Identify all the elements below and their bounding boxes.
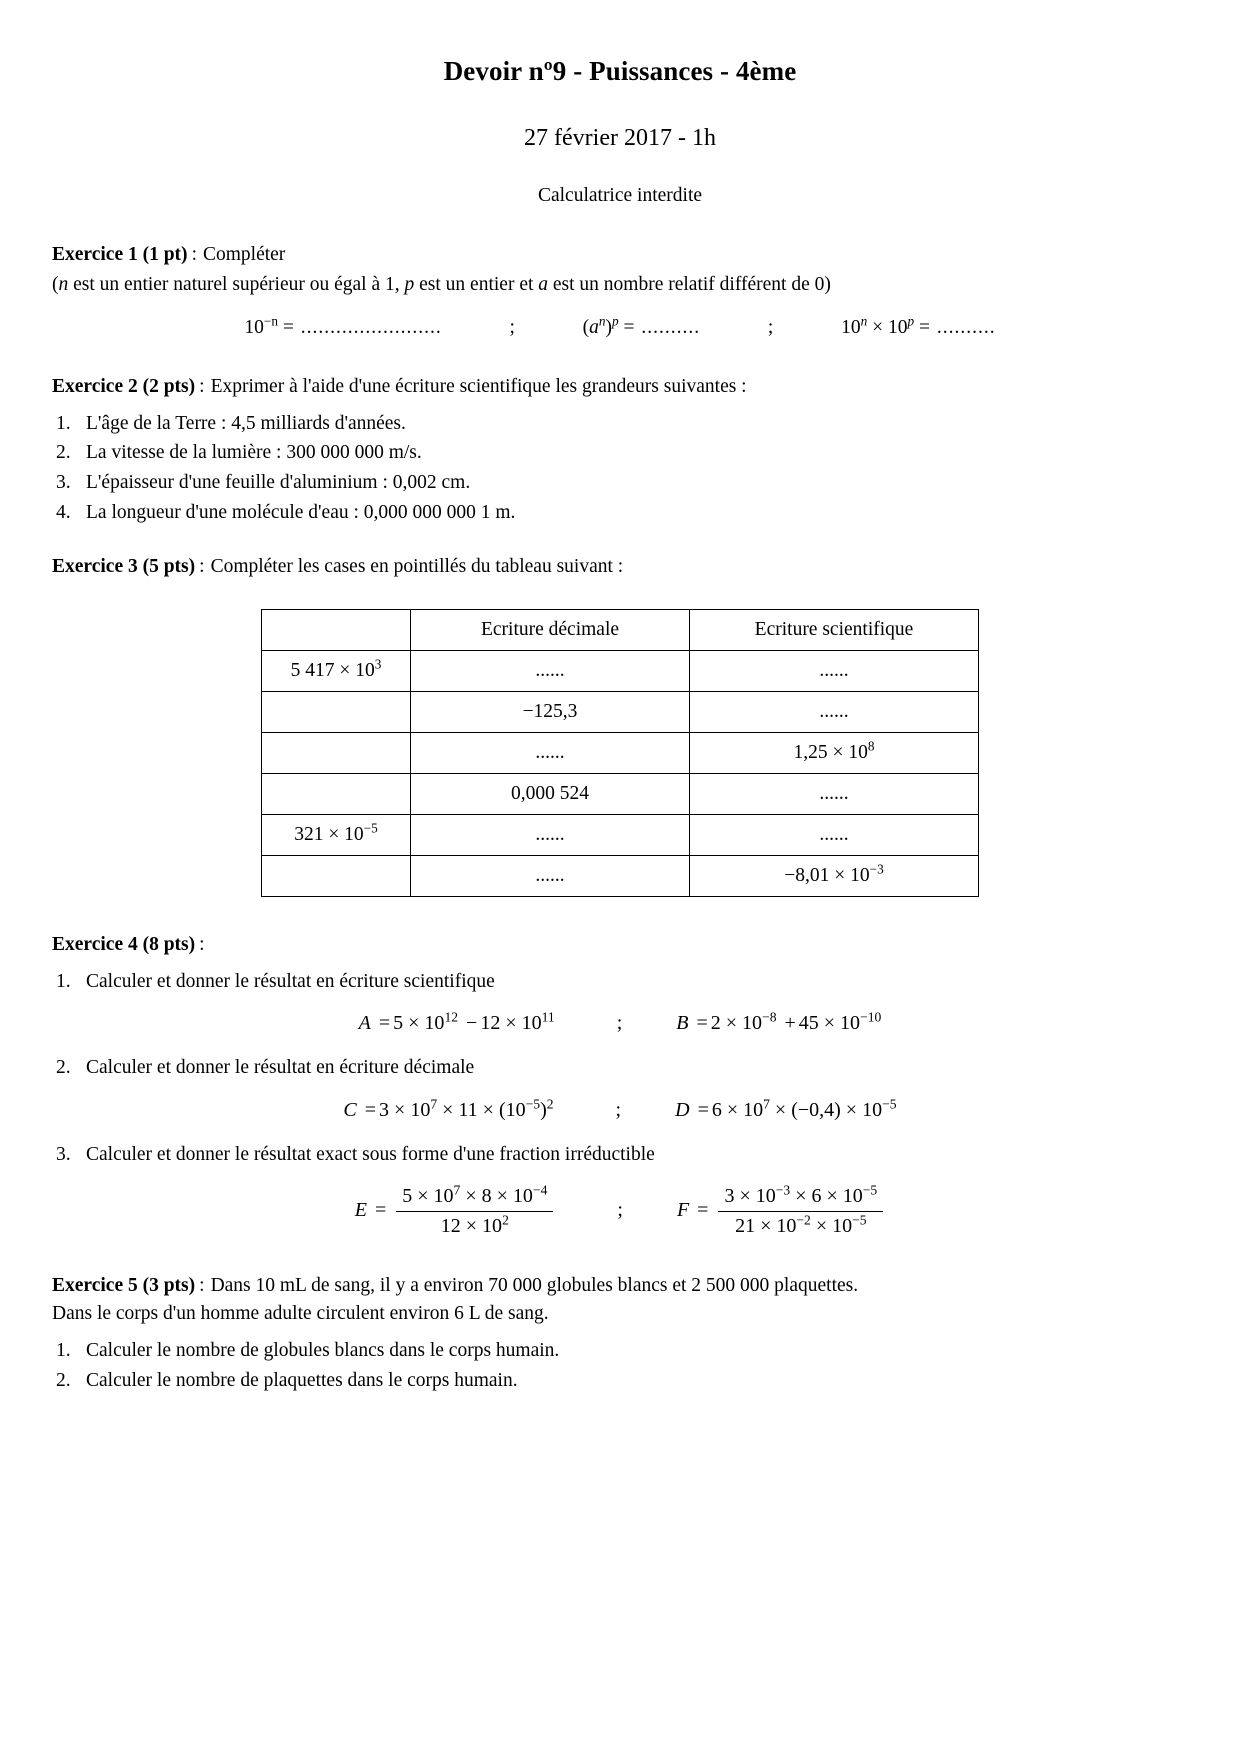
- item-number: 3.: [56, 471, 71, 493]
- term-A-2: 12 × 10: [480, 1012, 542, 1035]
- list-item: [52, 1140, 1188, 1170]
- exercise-1: [52, 241, 1188, 339]
- numerator-exp-2: −4: [532, 1182, 548, 1198]
- fraction-E: [396, 1182, 553, 1238]
- item-text: Calculer le nombre de plaquettes dans le corps humain.: [86, 1369, 518, 1391]
- label-C: C: [343, 1098, 357, 1121]
- cell-expression: [262, 814, 411, 855]
- term-D-1: 6 × 10: [711, 1098, 764, 1121]
- cell-text: ......: [819, 782, 849, 804]
- cell-decimal: [411, 732, 690, 773]
- exercise-1-heading: [52, 241, 1188, 269]
- formula-A-B: [52, 1009, 1188, 1035]
- cell-expression: [262, 732, 411, 773]
- item-text: Calculer et donner le résultat exact sous forme d'une fraction irréductible: [86, 1143, 655, 1165]
- item-text: Calculer le nombre de globules blancs dans le corps humain.: [86, 1340, 560, 1362]
- label-A: A: [358, 1012, 371, 1035]
- cell-scientific: [690, 650, 979, 691]
- spacer: [52, 527, 1188, 553]
- cell-expression: [262, 650, 411, 691]
- formula-10-minus-n: [244, 313, 442, 338]
- term-C-2: × 11 × (10: [442, 1098, 526, 1121]
- operator-A: −: [466, 1012, 478, 1035]
- exercise-3-colon: :: [199, 556, 205, 578]
- spacer: [52, 1122, 1188, 1132]
- list-item: [52, 1366, 1188, 1396]
- cell-exponent: 3: [374, 656, 382, 672]
- item-text: Calculer et donner le résultat en écriture scientifique: [86, 970, 495, 992]
- powers-table: [261, 609, 979, 897]
- cell-text: −8,01 × 10: [784, 864, 870, 886]
- equals-sign: =: [364, 1098, 377, 1121]
- paren-close: ): [605, 316, 613, 338]
- label-E: E: [354, 1199, 367, 1222]
- item-text: L'épaisseur d'une feuille d'aluminium : 0,002 cm.: [86, 471, 471, 493]
- label-F: F: [676, 1199, 690, 1222]
- fraction-numerator: [396, 1182, 553, 1212]
- formula-C-D: [52, 1096, 1188, 1122]
- equals-sign: =: [374, 1199, 387, 1222]
- exercise-3: [52, 553, 1188, 897]
- equals-sign: =: [696, 1012, 708, 1035]
- exercise-1-formulas: [52, 313, 1188, 339]
- equals-sign: =: [378, 1012, 391, 1035]
- exponent-p: p: [907, 313, 915, 329]
- blank-answer-1: = ........................: [282, 316, 442, 338]
- exercise-4-list-3: [52, 1140, 1188, 1170]
- exponent-B-2: −10: [860, 1009, 882, 1025]
- semicolon-1: ;: [509, 316, 515, 338]
- numerator-term-1: 3 × 10: [724, 1185, 776, 1208]
- exercise-1-condition: [52, 271, 1188, 299]
- item-number: 2.: [56, 442, 71, 464]
- table-head: [262, 609, 979, 650]
- cell-exponent: 8: [867, 738, 875, 754]
- cell-scientific: [690, 855, 979, 896]
- label-D: D: [675, 1098, 690, 1121]
- exponent-n: n: [860, 313, 868, 329]
- col-header-blank: [262, 609, 411, 650]
- fraction-denominator: [396, 1212, 553, 1238]
- term-B-1: 2 × 10: [710, 1012, 763, 1035]
- term-C-3: ): [540, 1098, 547, 1121]
- spacer: [52, 339, 1188, 373]
- cond-text-3: est un nombre relatif différent de 0): [548, 273, 831, 295]
- list-item: [52, 468, 1188, 498]
- exercise-4-list: [52, 967, 1188, 997]
- exercise-5-heading: [52, 1272, 1188, 1300]
- exercise-2-title: Exercice 2 (2 pts): [52, 375, 196, 397]
- exercise-2-colon: :: [199, 375, 205, 397]
- exponent-minus-n: −n: [263, 313, 278, 329]
- numerator-exp-2: −5: [862, 1182, 878, 1198]
- cell-text: −125,3: [522, 700, 578, 722]
- col-header-decimal: Ecriture décimale: [411, 609, 690, 650]
- list-item: [52, 967, 1188, 997]
- cond-text-2: est un entier et: [414, 273, 539, 295]
- cell-scientific: [690, 773, 979, 814]
- numerator-term-2: × 8 × 10: [460, 1185, 533, 1208]
- exponent-A-2: 11: [541, 1009, 555, 1025]
- denominator-term-2: × 10: [810, 1215, 853, 1238]
- cell-expression: [262, 691, 411, 732]
- exercise-4-colon: :: [199, 933, 205, 955]
- cell-decimal: [411, 691, 690, 732]
- formula-10n-times-10p: [841, 313, 996, 338]
- fraction-denominator: [718, 1212, 883, 1238]
- cell-decimal: [411, 650, 690, 691]
- numerator-exp-1: 7: [453, 1182, 461, 1198]
- base-10-b: 10: [887, 316, 908, 338]
- semicolon-EF: ;: [617, 1199, 623, 1222]
- blank-answer-2: = ..........: [623, 316, 701, 338]
- table-row: [262, 691, 979, 732]
- table-row: [262, 814, 979, 855]
- exponent-C-2: −5: [525, 1096, 541, 1112]
- cell-decimal: [411, 814, 690, 855]
- term-A-1: 5 × 10: [393, 1012, 445, 1035]
- cell-text: ......: [819, 700, 849, 722]
- spacer: [52, 207, 1188, 241]
- equals-sign: =: [697, 1098, 709, 1121]
- list-item: [52, 409, 1188, 439]
- denominator-exp-1: −2: [796, 1212, 811, 1228]
- exponent-B-1: −8: [762, 1009, 777, 1025]
- fraction-F: [718, 1182, 883, 1238]
- base-10-a: 10: [841, 316, 861, 338]
- exponent-C-3: 2: [546, 1096, 554, 1112]
- paren-open: (: [582, 316, 590, 338]
- formula-a-n-p: [582, 313, 701, 338]
- exponent-n: n: [598, 313, 606, 329]
- col-header-scientific: Ecriture scientifique: [690, 609, 979, 650]
- exercise-2-instruction: Exprimer à l'aide d'une écriture scientifique les grandeurs suivantes :: [210, 375, 747, 397]
- cell-text: ......: [535, 741, 565, 763]
- exercise-5-list: [52, 1336, 1188, 1395]
- fraction-numerator: [718, 1182, 883, 1212]
- cell-expression: [262, 855, 411, 896]
- exercise-1-instruction: Compléter: [202, 244, 286, 265]
- denominator-exp-2: −5: [852, 1212, 867, 1228]
- paren-open: (: [52, 273, 59, 295]
- cell-text: ......: [819, 659, 849, 681]
- list-item: [52, 438, 1188, 468]
- base-10: 10: [244, 316, 264, 338]
- exercise-5-title: Exercice 5 (3 pts): [52, 1275, 196, 1297]
- cell-text: 0,000 524: [511, 782, 589, 804]
- exercise-3-title: Exercice 3 (5 pts): [52, 556, 196, 578]
- cell-text: ......: [819, 823, 849, 845]
- var-a: a: [538, 273, 549, 295]
- exercise-2: [52, 373, 1188, 527]
- exponent-D-2: −5: [882, 1096, 897, 1112]
- cell-text: ......: [535, 823, 565, 845]
- cell-text: 5 417 × 10: [290, 659, 375, 681]
- exam-note: Calculatrice interdite: [537, 185, 703, 206]
- item-number: 1.: [56, 1340, 71, 1362]
- exponent-A-1: 12: [444, 1009, 459, 1025]
- item-number: 2.: [56, 1057, 71, 1079]
- cell-decimal: [411, 855, 690, 896]
- cell-text: 321 × 10: [294, 823, 364, 845]
- table-header-row: [262, 609, 979, 650]
- item-number: 1.: [56, 970, 71, 992]
- list-item: [52, 1053, 1188, 1083]
- times-operator: ×: [872, 316, 884, 338]
- item-text: L'âge de la Terre : 4,5 milliards d'années.: [86, 412, 406, 434]
- base-a: a: [589, 316, 599, 338]
- exercise-3-instruction: Compléter les cases en pointillés du tableau suivant :: [210, 556, 624, 578]
- term-B-2: 45 × 10: [798, 1012, 861, 1035]
- table-row: [262, 855, 979, 896]
- cell-expression: [262, 773, 411, 814]
- formula-E-F: [52, 1182, 1188, 1238]
- exercise-5-instruction-2: Dans le corps d'un homme adulte circulent environ 6 L de sang.: [52, 1303, 549, 1325]
- var-n: n: [58, 273, 69, 295]
- cell-exponent: −5: [363, 820, 378, 836]
- table-row: [262, 650, 979, 691]
- item-number: 3.: [56, 1143, 71, 1165]
- item-number: 1.: [56, 412, 71, 434]
- label-B: B: [676, 1012, 689, 1035]
- page-title: Devoir nº9 - Puissances - 4ème: [443, 56, 797, 86]
- exercise-2-heading: [52, 373, 1188, 401]
- item-number: 4.: [56, 501, 71, 523]
- exercise-3-heading: [52, 553, 1188, 581]
- exponent-D-1: 7: [763, 1096, 770, 1112]
- exercise-5-instruction-1: Dans 10 mL de sang, il y a environ 70 000 globules blancs et 2 500 000 plaquettes.: [210, 1275, 859, 1297]
- denominator-term-1: 21 × 10: [735, 1215, 797, 1238]
- exercise-2-list: [52, 409, 1188, 528]
- item-text: Calculer et donner le résultat en écriture décimale: [86, 1057, 475, 1079]
- list-item: [52, 1336, 1188, 1366]
- table-body: [262, 650, 979, 896]
- exponent-C-1: 7: [430, 1096, 438, 1112]
- cell-scientific: [690, 814, 979, 855]
- term-D-2: × (−0,4) × 10: [774, 1098, 883, 1121]
- cell-scientific: [690, 691, 979, 732]
- spacer: [52, 897, 1188, 931]
- exercise-1-colon: :: [191, 244, 197, 265]
- denominator-exp-1: 2: [502, 1212, 509, 1228]
- var-p: p: [404, 273, 415, 295]
- list-item: [52, 498, 1188, 528]
- numerator-term-1: 5 × 10: [402, 1185, 454, 1208]
- cond-text-1: est un entier naturel supérieur ou égal à 1,: [68, 273, 405, 295]
- item-number: 2.: [56, 1369, 71, 1391]
- cell-text: ......: [535, 659, 565, 681]
- table-row: [262, 773, 979, 814]
- cell-text: ......: [535, 864, 565, 886]
- semicolon-CD: ;: [615, 1098, 622, 1121]
- numerator-term-2: × 6 × 10: [790, 1185, 863, 1208]
- item-text: La longueur d'une molécule d'eau : 0,000 000 000 1 m.: [86, 501, 516, 523]
- cell-scientific: [690, 732, 979, 773]
- table-row: [262, 732, 979, 773]
- exercise-4-heading: [52, 931, 1188, 959]
- operator-B: +: [784, 1012, 796, 1035]
- term-C-1: 3 × 10: [379, 1098, 431, 1121]
- equals-sign: =: [697, 1199, 709, 1222]
- semicolon-2: ;: [767, 316, 774, 338]
- spacer: [52, 1238, 1188, 1272]
- exercise-4-title: Exercice 4 (8 pts): [52, 933, 196, 955]
- blank-answer-3: = ..........: [918, 316, 996, 338]
- exponent-p: p: [612, 313, 619, 329]
- cell-exponent: −3: [869, 861, 884, 877]
- spacer: [52, 1035, 1188, 1045]
- denominator-term-1: 12 × 10: [440, 1215, 503, 1238]
- item-text: La vitesse de la lumière : 300 000 000 m/s.: [86, 442, 422, 464]
- exercise-5-colon: :: [199, 1275, 205, 1297]
- exercise-4-list-2: [52, 1053, 1188, 1083]
- cell-text: 1,25 × 10: [793, 741, 868, 763]
- exercise-3-table-wrapper: [52, 609, 1188, 897]
- exercise-1-title: Exercice 1 (1 pt): [52, 244, 188, 265]
- exercise-5: [52, 1272, 1188, 1395]
- exercise-4: [52, 931, 1188, 1239]
- exam-date: 27 février 2017 - 1h: [524, 125, 716, 151]
- cell-decimal: [411, 773, 690, 814]
- semicolon-AB: ;: [616, 1012, 623, 1035]
- numerator-exp-1: −3: [775, 1182, 791, 1198]
